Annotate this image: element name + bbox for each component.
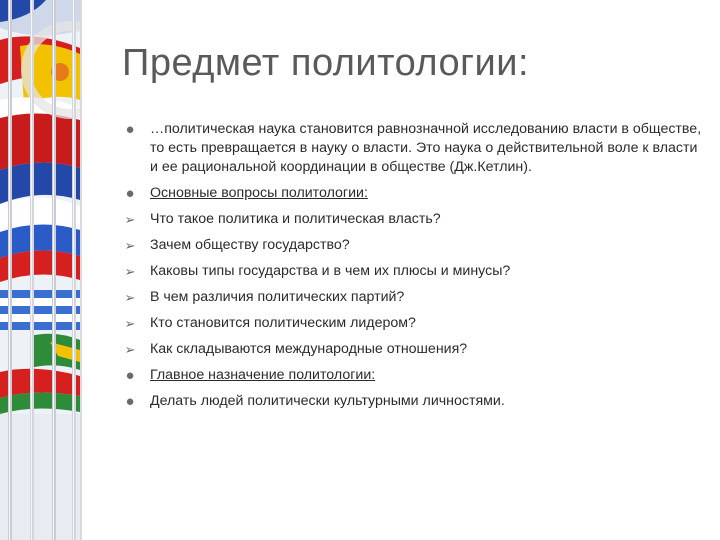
- list-item: [122, 120, 702, 177]
- arrow-bullet-icon: ➢: [124, 316, 136, 331]
- item-text: …политическая наука становится равнозначной исследованию власти в обществе, то есть превращается в науку о власти. Это наука о действительной воле к власти и ее рациональной координации в обществе (Дж.Кетлин).: [150, 121, 702, 175]
- dot-bullet-icon: ●: [125, 185, 135, 202]
- arrow-bullet-icon: ➢: [124, 238, 136, 253]
- list-item: [122, 314, 702, 333]
- slide-title: Предмет политологии:: [122, 42, 530, 84]
- item-text: Главное назначение политологии:: [150, 367, 376, 383]
- list-item: [122, 366, 702, 385]
- arrow-bullet-icon: ➢: [124, 342, 136, 357]
- list-item: [122, 392, 702, 411]
- arrow-bullet-icon: ➢: [124, 264, 136, 279]
- item-text: Делать людей политически культурными личностями.: [150, 393, 505, 409]
- list-item: [122, 288, 702, 307]
- list-item: [122, 236, 702, 255]
- item-text: Зачем обществу государство?: [150, 237, 350, 253]
- list-item: [122, 340, 702, 359]
- flags-image: [0, 0, 80, 540]
- item-text: Основные вопросы политологии:: [150, 185, 368, 201]
- item-text: В чем различия политических партий?: [150, 289, 405, 305]
- item-text: Что такое политика и политическая власть?: [150, 211, 441, 227]
- list-item: [122, 262, 702, 281]
- bullet-list: [122, 120, 702, 418]
- list-item: [122, 210, 702, 229]
- dot-bullet-icon: ●: [125, 121, 135, 138]
- dot-bullet-icon: ●: [125, 367, 135, 384]
- list-item: [122, 184, 702, 203]
- arrow-bullet-icon: ➢: [124, 212, 136, 227]
- item-text: Кто становится политическим лидером?: [150, 315, 416, 331]
- arrow-bullet-icon: ➢: [124, 290, 136, 305]
- item-text: Каковы типы государства и в чем их плюсы и минусы?: [150, 263, 511, 279]
- vertical-divider: [80, 0, 82, 540]
- item-text: Как складываются международные отношения?: [150, 341, 468, 357]
- dot-bullet-icon: ●: [125, 393, 135, 410]
- flags-decoration: [0, 0, 80, 540]
